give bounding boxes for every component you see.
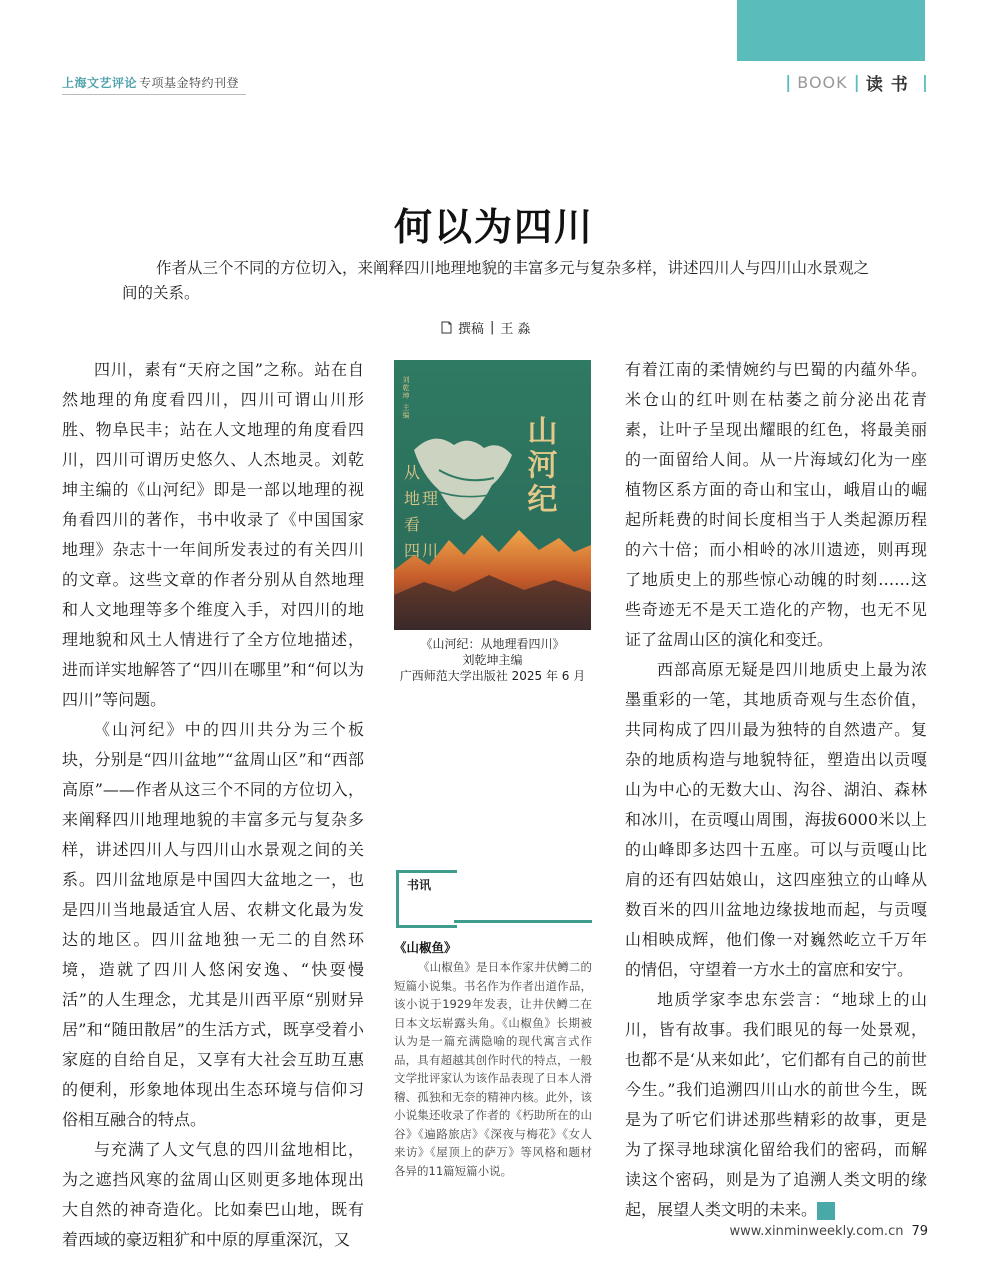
- header-divider: [62, 94, 246, 95]
- cover-subtitle-char-1: 从: [404, 463, 421, 482]
- right-paragraph-3: [625, 985, 927, 1225]
- section-bar-right: |: [921, 72, 928, 93]
- article-title: 何以为四川: [393, 204, 594, 249]
- cover-subtitle-char-6: 川: [422, 541, 439, 560]
- cover-subtitle-char-3: 理: [422, 489, 439, 508]
- cover-subtitle-char-4: 看: [404, 515, 421, 534]
- left-paragraph-2: 《山河纪》中的四川共分为三个板块，分别是“四川盆地”“盆周山区”和“西部高原”——作者从这三个不同的方位切入，来阐释四川地理地貌的丰富多元与复杂多样，讲述四川人与四川山水景观之间的关系。四川盆地原是中国四大盆地之一，也是四川当地最适宜人居、农耕文化最为发达的地区。四川盆地独一无二的自然环境，造就了四川人悠闲安逸、“快耍慢活”的人生理念，尤其是川西平原“别财异居”和“随田散居”的生活方式，既享受着小家庭的自给自足，又享有大社会互助互惠的便利，形象地体现出生态环境与信仰习俗相互融合的特点。: [62, 720, 364, 1129]
- byline: [440, 318, 531, 337]
- book-cover-image: [394, 360, 591, 630]
- right-paragraph-3-text: 地质学家李忠东尝言：“地球上的山川，皆有故事。我们眼见的每一处景观，也都不是‘从来如此’，它们都有自己的前世今生。”我们追溯四川山水的前世今生，既是为了听它们讲述那些精彩的故事，更是为了探寻地球演化留给我们的密码，而解读这个密码，则是为了追溯人类文明的缘起，展望人类文明的未来。: [625, 990, 927, 1219]
- left-paragraph-3: 与充满了人文气息的四川盆地相比，为之遮挡风寒的盆周山区则更多地体现出大自然的神奇造化。比如秦巴山地，既有着西域的豪迈粗犷和中原的厚重深沉，又: [62, 1140, 364, 1249]
- byline-author: 王 淼: [500, 322, 531, 337]
- news-rule: [454, 920, 592, 923]
- section-cn: 读书: [865, 75, 916, 95]
- news-label: 书讯: [407, 878, 432, 892]
- left-paragraph-1: 四川，素有“天府之国”之称。站在自然地理的角度看四川，四川可谓山川形胜、物阜民丰；站在人文地理的角度看四川，四川可谓历史悠久、人杰地灵。刘乾坤主编的《山河纪》即是一部以地理的视角看四川的著作，书中收录了《中国国家地理》杂志十一年间所发表过的有关四川的文章。这些文章的作者分别从自然地理和人文地理等多个维度入手，对四川的地理地貌和风土人情进行了全方位地描述，进而详实地解答了“四川在哪里”和“何以为四川”等问题。: [62, 360, 364, 709]
- caption-line-1: 《山河纪：从地理看四川》: [420, 637, 565, 651]
- right-paragraph-2: 西部高原无疑是四川地质史上最为浓墨重彩的一笔，其地质奇观与生态价值，共同构成了四川最为独特的自然遗产。复杂的地质构造与地貌特征，塑造出以贡嘎山为中心的无数大山、沟谷、湖泊、森林和冰川，在贡嘎山周围，海拔6000米以上的山峰即多达四十五座。可以与贡嘎山比肩的还有四姑娘山，这四座独立的山峰从数百米的四川盆地边缘拔地而起，与贡嘎山相映成辉，他们像一对巍然屹立千万年的情侣，守望着一方水土的富庶和安宁。: [625, 660, 927, 979]
- byline-separator: |: [490, 320, 495, 335]
- caption-line-2: 刘乾坤主编: [462, 653, 523, 667]
- news-body: 《山椒鱼》是日本作家井伏鳟二的短篇小说集。书名作为作者出道作品，该小说于1929年发表，让井伏鳟二在日本文坛崭露头角。《山椒鱼》长期被认为是一篇充满隐喻的现代寓言式作品，具有超越其创作时代的特点，一般文学批评家认为该作品表现了日本人滑稽、孤独和无奈的精神内核。此外，该小说集还收录了作者的《朽助所在的山谷》《遍路旅店》《深夜与梅花》《女人来访》《屋顶上的萨万》等风格和题材各异的11篇短篇小说。: [394, 960, 592, 1178]
- header-sponsor: [62, 74, 239, 91]
- cover-subtitle-char-2: 地: [404, 489, 421, 508]
- book-cover-illustration: [394, 360, 591, 630]
- cover-caption: [390, 636, 595, 684]
- section-en: BOOK: [797, 73, 848, 92]
- news-title: 《山椒鱼》: [394, 940, 457, 955]
- cover-subtitle-char-5: 四: [404, 541, 421, 560]
- cover-editor: 刘乾坤 主编: [402, 376, 410, 420]
- caption-line-3: 广西师范大学出版社 2025 年 6 月: [399, 669, 586, 683]
- article-subtitle: 作者从三个不同的方位切入，来阐释四川地理地貌的丰富多元与复杂多样，讲述四川人与四川山水景观之间的关系。: [122, 259, 870, 302]
- section-label: [785, 70, 928, 95]
- pen-icon: [440, 321, 452, 334]
- section-bar-left: |: [785, 72, 792, 93]
- footer-url: www.xinminweekly.com.cn: [729, 1224, 904, 1239]
- left-column: [62, 355, 364, 1255]
- sponsor-brand: 上海文艺评论: [62, 76, 138, 90]
- sponsor-tagline: 专项基金特约刊登: [139, 76, 240, 90]
- header-color-tab: [737, 0, 925, 61]
- byline-label: 撰稿: [458, 322, 485, 337]
- page-number: 79: [911, 1224, 928, 1239]
- cover-title: 山河纪: [521, 415, 557, 517]
- right-paragraph-1: 有着江南的柔情婉约与巴蜀的内蕴外华。米仓山的红叶则在枯萎之前分泌出花青素，让叶子呈现出耀眼的红色，将最美丽的一面留给人间。从一片海域幻化为一座植物区系方面的奇山和宝山，峨眉山的崛起所耗费的时间长度相当于人类起源历程的六十倍；而小相岭的冰川遗迹，则再现了地质史上的那些惊心动魄的时刻……这些奇迹无不是天工造化的产物，也无不见证了盆周山区的演化和变迁。: [625, 360, 927, 649]
- page-footer: [730, 1224, 928, 1239]
- end-mark-icon: 民: [817, 1202, 835, 1220]
- section-bar-mid: |: [853, 72, 860, 93]
- right-column: [625, 355, 927, 1225]
